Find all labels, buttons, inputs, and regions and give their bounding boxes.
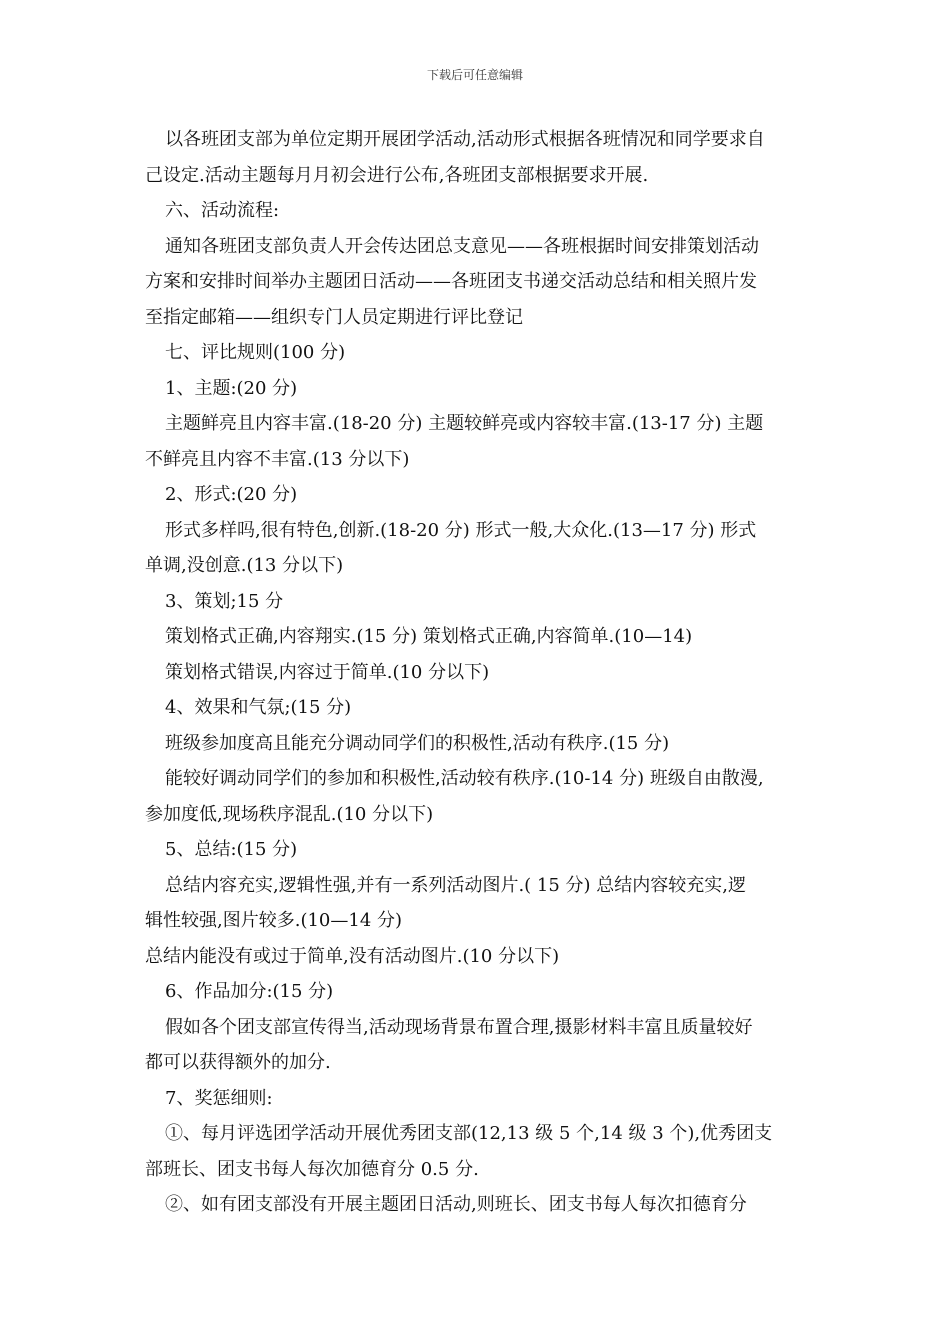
- text-line: 参加度低,现场秩序混乱.(10 分以下): [145, 803, 434, 825]
- text-line: 总结内能没有或过于简单,没有活动图片.(10 分以下): [145, 945, 560, 967]
- text-line: 7、奖惩细则:: [165, 1087, 273, 1109]
- text-line: 不鲜亮且内容不丰富.(13 分以下): [145, 448, 410, 470]
- text-line: ①、每月评选团学活动开展优秀团支部(12,13 级 5 个,14 级 3 个),优秀团支: [165, 1123, 773, 1144]
- page-header: 下载后可任意编辑: [426, 68, 523, 82]
- text-line: 通知各班团支部负责人开会传达团总支意见——各班根据时间安排策划活动: [165, 235, 759, 257]
- text-line: 七、评比规则(100 分): [165, 342, 346, 363]
- text-line: 策划格式错误,内容过于简单.(10 分以下): [165, 661, 490, 683]
- text-line: 4、效果和气氛;(15 分): [165, 697, 352, 718]
- text-line: 1、主题:(20 分): [165, 377, 298, 399]
- text-line: 以各班团支部为单位定期开展团学活动,活动形式根据各班情况和同学要求自: [165, 129, 765, 150]
- text-line: 6、作品加分:(15 分): [165, 981, 334, 1002]
- text-line: 5、总结:(15 分): [165, 839, 298, 860]
- text-line: 策划格式正确,内容翔实.(15 分) 策划格式正确,内容简单.(10—14): [165, 626, 693, 647]
- text-line: 单调,没创意.(13 分以下): [145, 555, 344, 576]
- text-line: 方案和安排时间举办主题团日活动——各班团支书递交活动总结和相关照片发: [145, 271, 757, 292]
- text-line: ②、如有团支部没有开展主题团日活动,则班长、团支书每人每次扣德育分: [165, 1194, 747, 1215]
- text-line: 至指定邮箱——组织专门人员定期进行评比登记: [145, 306, 523, 328]
- text-line: 主题鲜亮且内容丰富.(18-20 分) 主题较鲜亮或内容较丰富.(13-17 分) 主题: [165, 413, 764, 434]
- text-line: 己设定.活动主题每月月初会进行公布,各班团支部根据要求开展.: [145, 164, 649, 186]
- text-line: 辑性较强,图片较多.(10—14 分): [145, 910, 403, 931]
- document-body: [145, 122, 813, 1223]
- text-line: 形式多样吗,很有特色,创新.(18-20 分) 形式一般,大众化.(13—17 分) 形式: [165, 519, 757, 541]
- text-line: 能较好调动同学们的参加和积极性,活动较有秩序.(10-14 分) 班级自由散漫,: [165, 768, 764, 789]
- text-line: 总结内容充实,逻辑性强,并有一系列活动图片.( 15 分) 总结内容较充实,逻: [165, 874, 746, 896]
- text-line: 2、形式:(20 分): [165, 484, 298, 505]
- text-line: 班级参加度高且能充分调动同学们的积极性,活动有秩序.(15 分): [165, 732, 670, 754]
- text-line: 假如各个团支部宣传得当,活动现场背景布置合理,摄影材料丰富且质量较好: [165, 1016, 753, 1038]
- text-line: 部班长、团支书每人每次加德育分 0.5 分.: [145, 1158, 479, 1180]
- text-line: 六、活动流程:: [165, 200, 280, 221]
- text-line: 都可以获得额外的加分.: [145, 1052, 331, 1073]
- text-line: 3、策划;15 分: [165, 590, 284, 612]
